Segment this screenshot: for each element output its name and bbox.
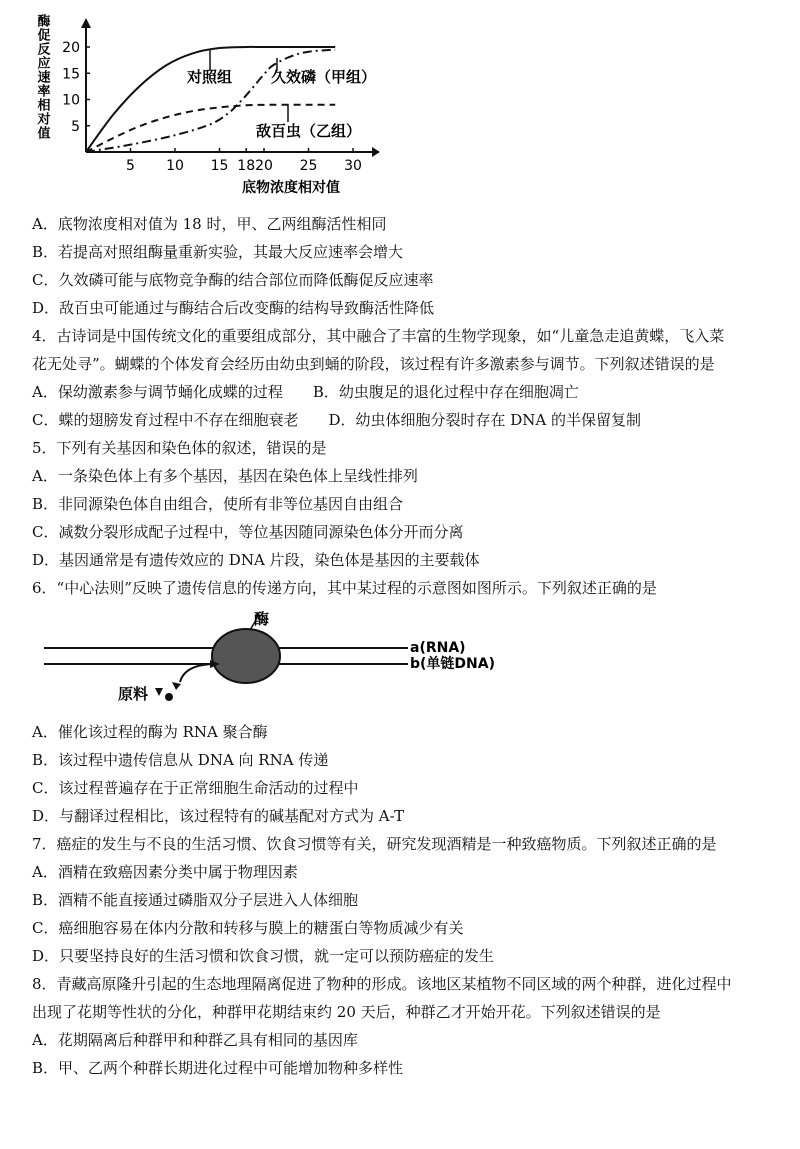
- x-tick-label: 30: [344, 158, 362, 174]
- nucleotide-icon: [172, 682, 181, 690]
- q7-option-c: C．癌细胞容易在体内分散和转移与膜上的糖蛋白等物质减少有关: [32, 919, 464, 937]
- q6-option-d: D．与翻译过程相比，该过程特有的碱基配对方式为 A-T: [32, 807, 405, 825]
- q4-options-cd: C．蝶的翅膀发育过程中不存在细胞衰老 D．幼虫体细胞分裂时存在 DNA 的半保留复制: [32, 411, 642, 429]
- y-tick-label: 5: [71, 118, 80, 135]
- label-enzyme: 酶: [254, 610, 270, 628]
- annotation-control: 对照组: [187, 68, 233, 86]
- transcription-diagram: [32, 606, 532, 716]
- label-material: 原料: [118, 685, 149, 703]
- x-tick-label: 18: [237, 158, 256, 174]
- annotation-group-a: 久效磷（甲组）: [271, 68, 377, 86]
- q8-option-b: B．甲、乙两个种群长期进化过程中可能增加物种多样性: [32, 1059, 404, 1077]
- q3-option-b: B．若提高对照组酶量重新实验，其最大反应速率会增大: [32, 243, 404, 261]
- y-tick-label: 15: [62, 66, 80, 83]
- enzyme-ellipse: [212, 629, 280, 683]
- x-axis-label: 底物浓度相对值: [242, 180, 340, 196]
- q4-options-ab: A．保幼激素参与调节蛹化成蝶的过程 B．幼虫腹足的退化过程中存在细胞凋亡: [32, 383, 579, 401]
- q6-stem: 6．“中心法则”反映了遗传信息的传递方向，其中某过程的示意图如图所示。下列叙述正确的是: [32, 579, 657, 597]
- q7-option-a: A．酒精在致癌因素分类中属于物理因素: [32, 863, 298, 881]
- q5-option-a: A．一条染色体上有多个基因，基因在染色体上呈线性排列: [32, 467, 418, 485]
- x-tick-label: 20: [255, 158, 273, 174]
- q5-option-b: B．非同源染色体自由组合，使所有非等位基因自由组合: [32, 495, 404, 513]
- q5-option-c: C．减数分裂形成配子过程中，等位基因随同源染色体分开而分离: [32, 523, 464, 541]
- q4-stem-line2: 花无处寻”。蝴蝶的个体发育会经历由幼虫到蛹的阶段，该过程有许多激素参与调节。下列叙述错误的是: [32, 355, 715, 373]
- y-axis-label: 酶促反应速率相对值: [34, 14, 50, 140]
- label-b-dna: b(单链DNA): [410, 656, 495, 672]
- q3-option-c: C．久效磷可能与底物竞争酶的结合部位而降低酶促反应速率: [32, 271, 434, 289]
- nucleotide-icon: [155, 688, 163, 696]
- q8-stem-line2: 出现了花期等性状的分化，种群甲花期结束约 20 天后，种群乙才开始开花。下列叙述错误的是: [32, 1003, 661, 1021]
- label-a-rna: a(RNA): [410, 640, 466, 656]
- q7-option-b: B．酒精不能直接通过磷脂双分子层进入人体细胞: [32, 891, 359, 909]
- x-tick-label: 10: [166, 158, 184, 174]
- q5-stem: 5．下列有关基因和染色体的叙述，错误的是: [32, 439, 327, 457]
- x-tick-label: 5: [126, 158, 135, 174]
- x-tick-label: 25: [299, 158, 318, 174]
- q6-option-b: B．该过程中遗传信息从 DNA 向 RNA 传递: [32, 751, 329, 769]
- x-tick-label: 15: [210, 158, 229, 174]
- q7-option-d: D．只要坚持良好的生活习惯和饮食习惯，就一定可以预防癌症的发生: [32, 947, 495, 965]
- q8-stem-line1: 8．青藏高原隆升引起的生态地理隔离促进了物种的形成。该地区某植物不同区域的两个种群，进化过程中: [32, 975, 732, 993]
- q5-option-d: D．基因通常是有遗传效应的 DNA 片段，染色体是基因的主要载体: [32, 551, 480, 569]
- y-tick-label: 20: [62, 40, 80, 56]
- q7-stem: 7．癌症的发生与不良的生活习惯、饮食习惯等有关，研究发现酒精是一种致癌物质。下列叙述正确的是: [32, 835, 717, 853]
- enzyme-rate-chart: [32, 2, 402, 200]
- q6-option-a: A．催化该过程的酶为 RNA 聚合酶: [32, 723, 268, 741]
- nucleotide-icon: [165, 693, 173, 701]
- q3-option-a: A．底物浓度相对值为 18 时，甲、乙两组酶活性相同: [32, 215, 387, 233]
- y-tick-label: 10: [62, 92, 80, 109]
- q3-option-d: D．敌百虫可能通过与酶结合后改变酶的结构导致酶活性降低: [32, 299, 435, 317]
- q6-option-c: C．该过程普遍存在于正常细胞生命活动的过程中: [32, 779, 359, 797]
- annotation-group-b: 敌百虫（乙组）: [256, 122, 362, 140]
- q8-option-a: A．花期隔离后种群甲和种群乙具有相同的基因库: [32, 1031, 358, 1049]
- q4-stem-line1: 4．古诗词是中国传统文化的重要组成部分，其中融合了丰富的生物学现象，如“儿童急走追黄蝶，飞入菜: [32, 327, 725, 345]
